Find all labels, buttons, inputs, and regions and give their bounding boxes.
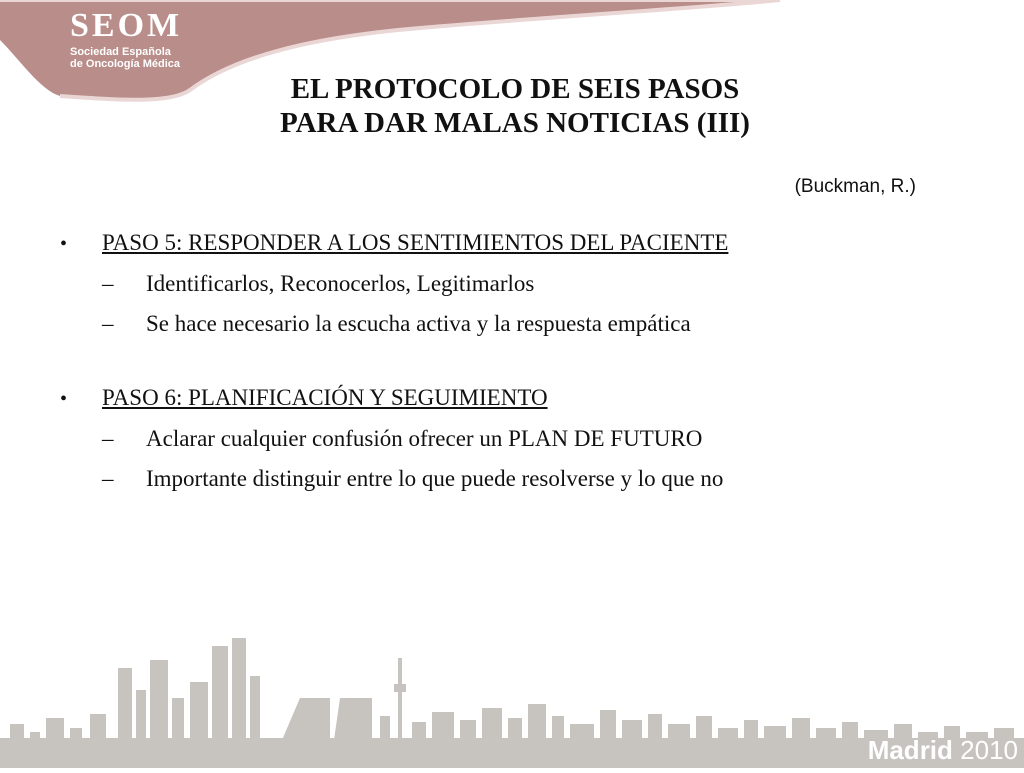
logo-name: SEOM	[70, 7, 183, 44]
sub-item-text: Identificarlos, Reconocerlos, Legitimarlos	[146, 271, 535, 296]
logo-line1: Sociedad Española	[70, 46, 171, 58]
madrid-skyline	[0, 628, 1024, 768]
sub-item	[102, 462, 980, 496]
title-line-1: EL PROTOCOLO DE SEIS PASOS	[290, 73, 740, 105]
spacer	[60, 347, 980, 381]
sub-item-text: Importante distinguir entre lo que puede resolverse y lo que no	[146, 466, 724, 491]
dash-icon: –	[102, 466, 114, 491]
title-line-2: PARA DAR MALAS NOTICIAS (III)	[280, 107, 750, 139]
footer-city: Madrid	[867, 735, 953, 765]
bullet-label: PASO 5: RESPONDER A LOS SENTIMIENTOS DEL PACIENTE	[102, 230, 729, 255]
sub-item-text: Aclarar cualquier confusión ofrecer un PLAN DE FUTURO	[146, 426, 703, 451]
bullet-paso-5	[60, 226, 980, 261]
bullet-label: PASO 6: PLANIFICACIÓN Y SEGUIMIENTO	[102, 385, 548, 410]
logo-line2: de Oncología Médica	[70, 58, 181, 70]
dash-icon: –	[102, 271, 114, 296]
sub-item	[102, 267, 980, 301]
sub-item	[102, 422, 980, 456]
sub-item	[102, 307, 980, 341]
dash-icon: –	[102, 426, 114, 451]
slide-title	[200, 72, 830, 140]
bullet-dot-icon: •	[60, 388, 68, 410]
bullet-paso-6	[60, 381, 980, 416]
dash-icon: –	[102, 311, 114, 336]
author-citation: (Buckman, R.)	[794, 176, 916, 197]
bullet-dot-icon: •	[60, 233, 68, 255]
sub-item-text: Se hace necesario la escucha activa y la respuesta empática	[146, 311, 691, 336]
madrid-2010-label	[868, 735, 1018, 766]
footer-year: 2010	[960, 735, 1018, 765]
slide-content	[60, 226, 980, 502]
seom-logo	[70, 6, 182, 70]
